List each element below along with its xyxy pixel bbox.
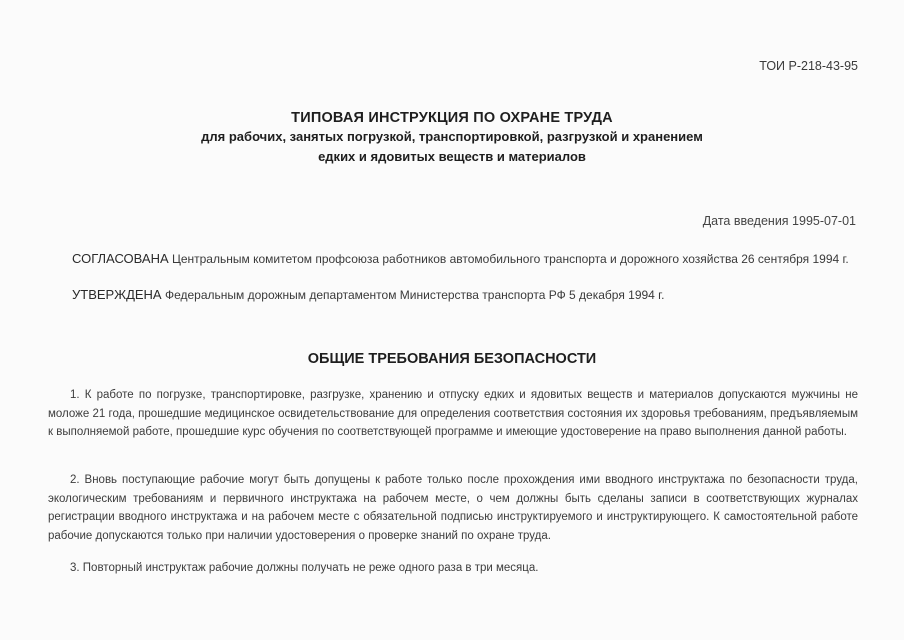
document-title: ТИПОВАЯ ИНСТРУКЦИЯ ПО ОХРАНЕ ТРУДА: [291, 110, 613, 126]
approved-text: Федеральным дорожным департаментом Министерства транспорта РФ 5 декабря 1994 г.: [161, 288, 665, 302]
paragraph-3: 3. Повторный инструктаж рабочие должны получать не реже одного раза в три месяца.: [70, 562, 539, 574]
agreed-label: СОГЛАСОВАНА: [72, 251, 169, 266]
paragraph-2: 2. Вновь поступающие рабочие могут быть допущены к работе только после прохождения ими вводного инструктажа по безопасности труда, экологическим требованиям и первичного инструктажа на рабочем месте, о чем должны быть сделаны записи в соответствующих журналах регистрации вводного инструктажа и на рабочем месте с обязательной подписью инструктируемого и инструктирующего. К самостоятельной работе рабочие допускаются только при наличии удостоверения о проверке знаний по охране труда.: [48, 474, 858, 542]
agreed-statement: [72, 251, 862, 266]
title-block: [0, 110, 904, 166]
section-heading: ОБЩИЕ ТРЕБОВАНИЯ БЕЗОПАСНОСТИ: [307, 351, 597, 367]
agreed-text: Центральным комитетом профсоюза работников автомобильного транспорта и дорожного хозяйства 26 сентября 1994 г.: [168, 252, 849, 266]
approved-statement: [72, 287, 862, 302]
approved-label: УТВЕРЖДЕНА: [72, 287, 162, 302]
paragraph-1: 1. К работе по погрузке, транспортировке, разгрузке, хранению и отпуску едких и ядовитых веществ и материалов допускаются мужчины не моложе 21 года, прошедшие медицинское освидетельствование для определения соответствия состояния их здоровья требованиям, предъявляемым к выполняемой работе, прошедшие курс обучения по соответствующей программе и имеющие удостоверение на право выполнения данной работы.: [48, 389, 858, 438]
document-subtitle-line-2: едких и ядовитых веществ и материалов: [318, 149, 586, 164]
document-code: ТОИ Р-218-43-95: [759, 59, 858, 73]
document-subtitle-line-1: для рабочих, занятых погрузкой, транспортировкой, разгрузкой и хранением: [201, 129, 703, 144]
introduction-date: Дата введения 1995-07-01: [702, 214, 856, 228]
